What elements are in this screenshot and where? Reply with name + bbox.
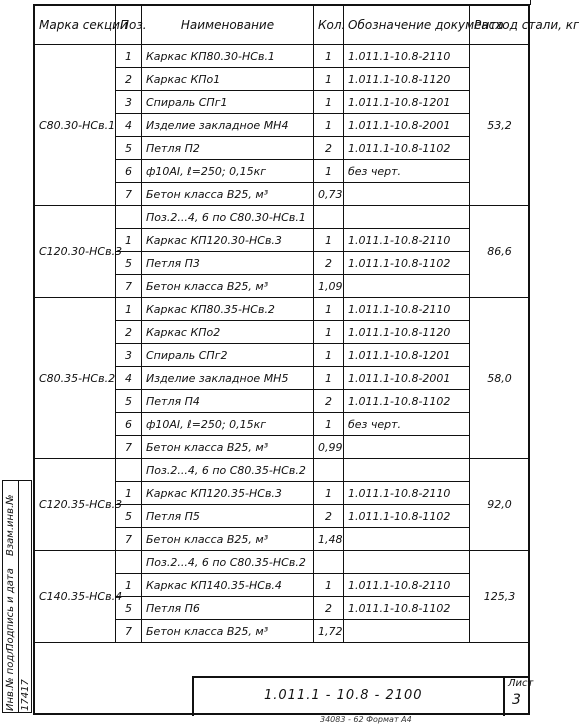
quantity-cell: 1 bbox=[314, 160, 344, 183]
position-cell: 5 bbox=[116, 597, 142, 620]
designation-cell: 1.011.1-10.8-1120 bbox=[344, 321, 470, 344]
header-steel: Расход стали, кг bbox=[470, 6, 530, 45]
quantity-cell: 1,72 bbox=[314, 620, 344, 643]
designation-cell: 1.011.1-10.8-1102 bbox=[344, 597, 470, 620]
designation-cell: 1.011.1-10.8-1120 bbox=[344, 68, 470, 91]
name-cell: Петля П4 bbox=[142, 390, 314, 413]
name-cell: Поз.2...4, 6 по С80.35-НСв.2 bbox=[142, 459, 314, 482]
position-cell: 7 bbox=[116, 620, 142, 643]
designation-cell: 1.011.1-10.8-2001 bbox=[344, 114, 470, 137]
quantity-cell: 1,48 bbox=[314, 528, 344, 551]
table-row bbox=[35, 459, 530, 482]
position-cell: 1 bbox=[116, 229, 142, 252]
specification-body bbox=[35, 45, 530, 643]
designation-cell: 1.011.1-10.8-1102 bbox=[344, 505, 470, 528]
name-cell: Каркас КПо2 bbox=[142, 321, 314, 344]
sidebar-col-values bbox=[18, 481, 33, 712]
name-cell: ф10АI, ℓ=250; 0,15кг bbox=[142, 160, 314, 183]
section-mark: С120.30-НСв.3 bbox=[35, 206, 116, 298]
designation-cell: 1.011.1-10.8-2110 bbox=[344, 574, 470, 597]
position-cell: 7 bbox=[116, 275, 142, 298]
position-cell: 5 bbox=[116, 505, 142, 528]
position-cell: 1 bbox=[116, 482, 142, 505]
position-cell: 7 bbox=[116, 436, 142, 459]
name-cell: Петля П5 bbox=[142, 505, 314, 528]
name-cell: Каркас КП120.30-НСв.3 bbox=[142, 229, 314, 252]
designation-cell bbox=[344, 620, 470, 643]
designation-cell bbox=[344, 183, 470, 206]
name-cell: Бетон класса В25, м³ bbox=[142, 436, 314, 459]
quantity-cell bbox=[314, 459, 344, 482]
position-cell: 3 bbox=[116, 344, 142, 367]
name-cell: Спираль СПг1 bbox=[142, 91, 314, 114]
table-row bbox=[35, 45, 530, 68]
steel-consumption: 92,0 bbox=[470, 459, 530, 551]
header-qty: Кол. bbox=[314, 6, 344, 45]
name-cell: Петля П6 bbox=[142, 597, 314, 620]
quantity-cell: 1,09 bbox=[314, 275, 344, 298]
quantity-cell: 0,73 bbox=[314, 183, 344, 206]
quantity-cell: 1 bbox=[314, 482, 344, 505]
sheet-label: Лист bbox=[508, 678, 534, 689]
designation-cell: 1.011.1-10.8-2110 bbox=[344, 229, 470, 252]
quantity-cell: 1 bbox=[314, 321, 344, 344]
designation-cell: 1.011.1-10.8-2110 bbox=[344, 482, 470, 505]
designation-cell: без черт. bbox=[344, 413, 470, 436]
inv-no-label: Инв.№ подл. bbox=[5, 645, 16, 711]
steel-consumption: 86,6 bbox=[470, 206, 530, 298]
designation-cell: 1.011.1-10.8-1102 bbox=[344, 252, 470, 275]
quantity-cell: 0,99 bbox=[314, 436, 344, 459]
designation-cell: 1.011.1-10.8-2110 bbox=[344, 45, 470, 68]
position-cell: 1 bbox=[116, 574, 142, 597]
position-cell: 3 bbox=[116, 91, 142, 114]
quantity-cell: 1 bbox=[314, 229, 344, 252]
quantity-cell: 2 bbox=[314, 597, 344, 620]
designation-cell: 1.011.1-10.8-2110 bbox=[344, 298, 470, 321]
designation-cell bbox=[344, 459, 470, 482]
header-designation: Обозначение документа bbox=[344, 6, 470, 45]
quantity-cell: 1 bbox=[314, 68, 344, 91]
section-mark: С80.35-НСв.2 bbox=[35, 298, 116, 459]
name-cell: Каркас КП80.30-НСв.1 bbox=[142, 45, 314, 68]
position-cell: 5 bbox=[116, 252, 142, 275]
name-cell: Бетон класса В25, м³ bbox=[142, 183, 314, 206]
quantity-cell bbox=[314, 551, 344, 574]
header-row bbox=[35, 6, 530, 45]
sidebar-col-labels bbox=[3, 481, 19, 712]
designation-cell: 1.011.1-10.8-1102 bbox=[344, 390, 470, 413]
designation-cell bbox=[344, 436, 470, 459]
position-cell: 6 bbox=[116, 160, 142, 183]
designation-cell: без черт. bbox=[344, 160, 470, 183]
quantity-cell: 1 bbox=[314, 574, 344, 597]
designation-cell: 1.011.1-10.8-1201 bbox=[344, 91, 470, 114]
position-cell: 1 bbox=[116, 298, 142, 321]
name-cell: Бетон класса В25, м³ bbox=[142, 275, 314, 298]
name-cell: Каркас КП120.35-НСв.3 bbox=[142, 482, 314, 505]
sign-date-label: Подпись и дата bbox=[5, 568, 16, 651]
name-cell: Изделие закладное МН5 bbox=[142, 367, 314, 390]
position-cell: 6 bbox=[116, 413, 142, 436]
position-cell: 5 bbox=[116, 137, 142, 160]
quantity-cell: 1 bbox=[314, 114, 344, 137]
quantity-cell: 1 bbox=[314, 413, 344, 436]
title-block bbox=[192, 676, 534, 716]
position-cell: 5 bbox=[116, 390, 142, 413]
designation-cell: 1.011.1-10.8-1201 bbox=[344, 344, 470, 367]
designation-cell bbox=[344, 528, 470, 551]
position-cell: 4 bbox=[116, 367, 142, 390]
designation-cell bbox=[344, 551, 470, 574]
position-cell: 7 bbox=[116, 528, 142, 551]
sheet-number-box bbox=[503, 678, 534, 716]
designation-cell: 1.011.1-10.8-1102 bbox=[344, 137, 470, 160]
quantity-cell: 2 bbox=[314, 252, 344, 275]
table-row bbox=[35, 206, 530, 229]
inv-value: 17417 bbox=[20, 679, 31, 711]
sheet-number: 3 bbox=[512, 692, 521, 708]
steel-consumption: 53,2 bbox=[470, 45, 530, 206]
designation-cell: 1.011.1-10.8-2001 bbox=[344, 367, 470, 390]
quantity-cell: 2 bbox=[314, 390, 344, 413]
header-pos: Поз. bbox=[116, 6, 142, 45]
position-cell: 2 bbox=[116, 68, 142, 91]
position-cell: 1 bbox=[116, 45, 142, 68]
header-name: Наименование bbox=[142, 6, 314, 45]
footer-note: 34083 - 62 Формат А4 bbox=[320, 715, 412, 724]
name-cell: Бетон класса В25, м³ bbox=[142, 528, 314, 551]
steel-consumption: 125,3 bbox=[470, 551, 530, 643]
name-cell: Каркас КП80.35-НСв.2 bbox=[142, 298, 314, 321]
name-cell: Изделие закладное МН4 bbox=[142, 114, 314, 137]
document-code: 1.011.1 - 10.8 - 2100 bbox=[264, 688, 423, 703]
designation-cell bbox=[344, 206, 470, 229]
position-cell: 4 bbox=[116, 114, 142, 137]
section-mark: С80.30-НСв.1 bbox=[35, 45, 116, 206]
name-cell: Бетон класса В25, м³ bbox=[142, 620, 314, 643]
position-cell: 7 bbox=[116, 183, 142, 206]
specification-table bbox=[34, 5, 579, 643]
quantity-cell: 1 bbox=[314, 367, 344, 390]
quantity-cell: 2 bbox=[314, 505, 344, 528]
name-cell: ф10АI, ℓ=250; 0,15кг bbox=[142, 413, 314, 436]
designation-cell bbox=[344, 275, 470, 298]
name-cell: Поз.2...4, 6 по С80.35-НСв.2 bbox=[142, 551, 314, 574]
name-cell: Поз.2...4, 6 по С80.30-НСв.1 bbox=[142, 206, 314, 229]
approval-sidebar bbox=[2, 480, 32, 713]
position-cell bbox=[116, 551, 142, 574]
name-cell: Спираль СПг2 bbox=[142, 344, 314, 367]
position-cell: 2 bbox=[116, 321, 142, 344]
section-mark: С140.35-НСв.4 bbox=[35, 551, 116, 643]
name-cell: Петля П3 bbox=[142, 252, 314, 275]
quantity-cell: 1 bbox=[314, 91, 344, 114]
name-cell: Каркас КП140.35-НСв.4 bbox=[142, 574, 314, 597]
table-row bbox=[35, 298, 530, 321]
quantity-cell bbox=[314, 206, 344, 229]
name-cell: Петля П2 bbox=[142, 137, 314, 160]
table-row bbox=[35, 551, 530, 574]
position-cell bbox=[116, 459, 142, 482]
position-cell bbox=[116, 206, 142, 229]
steel-consumption: 58,0 bbox=[470, 298, 530, 459]
quantity-cell: 1 bbox=[314, 45, 344, 68]
quantity-cell: 2 bbox=[314, 137, 344, 160]
section-mark: С120.35-НСв.3 bbox=[35, 459, 116, 551]
quantity-cell: 1 bbox=[314, 344, 344, 367]
name-cell: Каркас КПо1 bbox=[142, 68, 314, 91]
replace-inv-label: Взам.инв.№ bbox=[5, 494, 16, 556]
quantity-cell: 1 bbox=[314, 298, 344, 321]
header-mark: Марка секции bbox=[35, 6, 116, 45]
